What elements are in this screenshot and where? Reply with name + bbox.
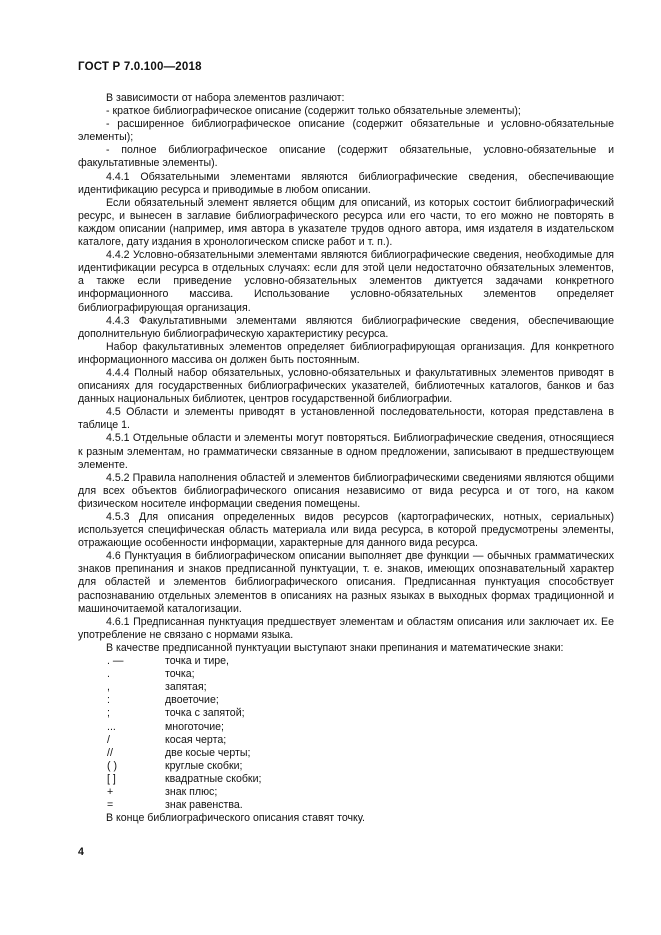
- list-item: [78, 668, 614, 681]
- sign-name: круглые скобки;: [165, 759, 243, 772]
- sign-symbol: ...: [107, 720, 116, 733]
- paragraph: 4.4.2 Условно-обязательными элементами являются библиографические сведения, необходимые для идентификации ресурса в отдельных случаях: если для этой цели недостаточно обязательных элементов, а также если приведение условно-обязательных элементов диктуется задачами конкретного информационного массива. Использование условно-обязательных элементов определяет библиографирующая организация.: [78, 249, 614, 314]
- document-body: [78, 92, 614, 825]
- sign-name: запятая;: [165, 681, 207, 694]
- paragraph: Набор факультативных элементов определяет библиографирующая организация. Для конкретного информационного массива он должен быть постоянным.: [78, 340, 614, 366]
- paragraph: В качестве предписанной пунктуации выступают знаки препинания и математические знаки:: [106, 641, 564, 654]
- paragraph: 4.4.1 Обязательными элементами являются библиографические сведения, обеспечивающие идентификацию ресурса и приводимые в любом описании.: [78, 170, 614, 196]
- punctuation-signs-list: [78, 655, 614, 812]
- paragraph: 4.5.2 Правила наполнения областей и элементов библиографическими сведениями являются общими для всех объектов библиографического описания независимо от вида ресурса и от того, на каком физическом носителе информации сведения помещены.: [78, 471, 614, 510]
- sign-name: квадратные скобки;: [165, 772, 262, 785]
- paragraph: 4.6.1 Предписанная пунктуация предшествует элементам и областям описания или заключает их. Ее употребление не связано с нормами языка.: [78, 615, 614, 641]
- list-item: [78, 707, 614, 720]
- sign-symbol: =: [107, 799, 114, 812]
- list-item: [78, 681, 614, 694]
- sign-symbol: +: [107, 785, 114, 798]
- sign-symbol: ( ): [107, 759, 117, 772]
- list-item: [78, 734, 614, 747]
- sign-name: косая черта;: [165, 733, 227, 746]
- sign-name: точка;: [165, 668, 195, 681]
- sign-symbol: ;: [107, 707, 110, 720]
- paragraph: 4.4.4 Полный набор обязательных, условно-обязательных и факультативных элементов приводят в описаниях для государственных библиографических указателей, библиотечных каталогов, банков и баз данных национальных библиотек, центров государственной библиографии.: [78, 366, 614, 406]
- page-number: 4: [78, 846, 84, 858]
- list-item: [78, 786, 614, 799]
- sign-symbol: :: [107, 694, 110, 707]
- list-item: [78, 655, 614, 668]
- paragraph: Если обязательный элемент является общим для описаний, из которых состоит библиографический ресурс, и вынесен в заглавие библиографического ресурса или его части, то его можно не повторять в каждом описании (например, имя автора в указателе трудов одного автора, имя издателя в издательском каталоге, дату издания в хронологическом списке работ и т. п.).: [78, 196, 614, 249]
- paragraph: - краткое библиографическое описание (содержит только обязательные элементы);: [106, 105, 521, 118]
- paragraph: - расширенное библиографическое описание (содержит обязательные и условно-обязательные элементы);: [78, 118, 614, 144]
- sign-name: точка и тире,: [165, 655, 229, 668]
- list-item: [78, 721, 614, 734]
- sign-name: две косые черты;: [165, 746, 251, 759]
- sign-name: точка с запятой;: [165, 707, 245, 720]
- list-item: [78, 747, 614, 760]
- sign-symbol: ,: [107, 681, 110, 694]
- sign-name: знак равенства.: [165, 799, 243, 812]
- list-item: [78, 760, 614, 773]
- closing-paragraph: В конце библиографического описания ставят точку.: [106, 812, 365, 825]
- list-item: [78, 694, 614, 707]
- paragraph: 4.6 Пунктуация в библиографическом описании выполняет две функции — обычных грамматических знаков препинания и знаков предписанной пунктуации, т. е. знаков, имеющих опознавательный характер для областей и элементов библиографического описания. Предписанная пунктуация способствует распознаванию отдельных элементов в описаниях на разных языках в выходных формах традиционной и машиночитаемой каталогизации.: [78, 550, 614, 615]
- sign-symbol: [ ]: [107, 772, 116, 785]
- list-item: [78, 773, 614, 786]
- sign-name: многоточие;: [165, 720, 224, 733]
- paragraph: 4.5.1 Отдельные области и элементы могут повторяться. Библиографические сведения, относящиеся к разным элементам, но грамматически связанные в одном предложении, записывают в предшествующем элементе.: [78, 432, 614, 471]
- paragraph: 4.5 Области и элементы приводят в установленной последовательности, которая представлена в таблице 1.: [78, 406, 614, 432]
- paragraph: 4.4.3 Факультативными элементами являются библиографические сведения, обеспечивающие дополнительную библиографическую характеристику ресурса.: [78, 314, 614, 340]
- paragraph: 4.5.3 Для описания определенных видов ресурсов (картографических, нотных, сериальных) используется специфическая область материала или вида ресурса, в которой предусмотрены элементы, отражающие особенности информации, характерные для данного вида ресурса.: [78, 511, 614, 550]
- sign-symbol: .: [107, 668, 110, 681]
- document-header: ГОСТ Р 7.0.100—2018: [78, 61, 202, 73]
- paragraph: В зависимости от набора элементов различают:: [106, 92, 345, 104]
- paragraph: - полное библиографическое описание (содержит обязательные, условно-обязательные и факультативные элементы).: [78, 144, 614, 170]
- sign-symbol: . —: [107, 655, 124, 668]
- sign-name: двоеточие;: [165, 694, 219, 707]
- sign-name: знак плюс;: [165, 785, 218, 798]
- sign-symbol: /: [107, 733, 110, 746]
- list-item: [78, 799, 614, 812]
- sign-symbol: //: [107, 746, 113, 759]
